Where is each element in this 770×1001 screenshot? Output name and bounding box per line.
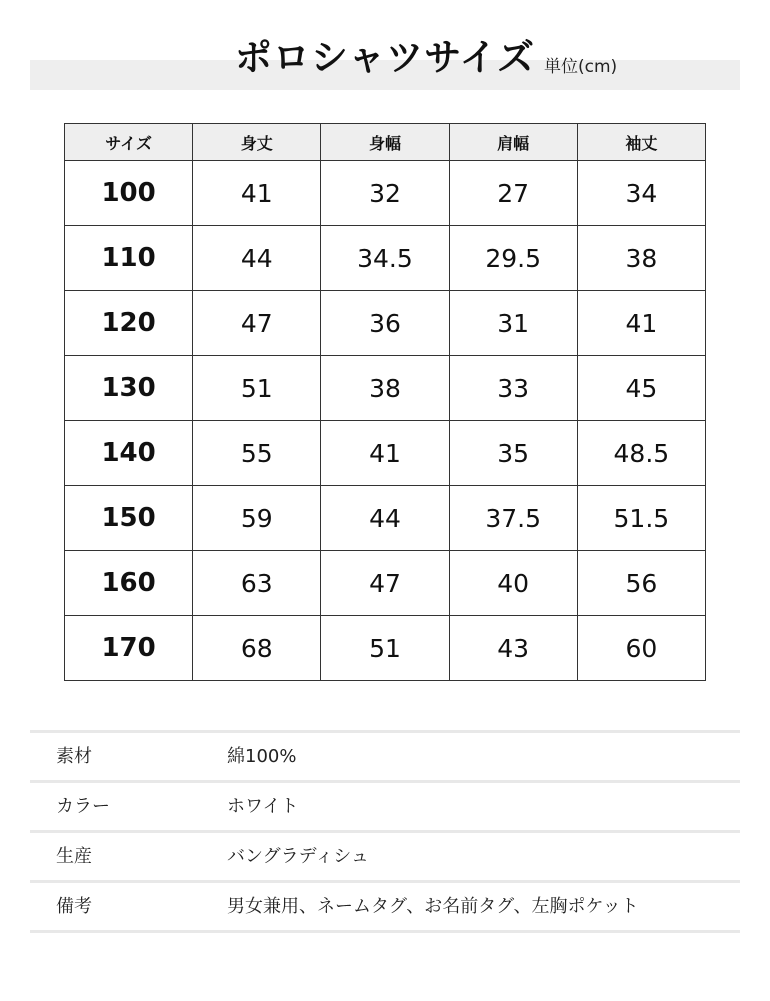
spec-label: 素材 xyxy=(56,746,92,767)
size-cell: 170 xyxy=(65,616,193,681)
size-cell: 160 xyxy=(65,551,193,616)
spec-value: ホワイト xyxy=(227,796,299,817)
sleeve-cell: 38 xyxy=(577,226,705,291)
shoulder-cell: 29.5 xyxy=(449,226,577,291)
width-cell: 47 xyxy=(321,551,449,616)
shoulder-cell: 31 xyxy=(449,291,577,356)
spec-value: バングラディシュ xyxy=(227,846,369,867)
spec-row-notes xyxy=(30,883,740,933)
size-cell: 110 xyxy=(65,226,193,291)
width-cell: 38 xyxy=(321,356,449,421)
header-size: サイズ xyxy=(65,124,193,161)
sleeve-cell: 34 xyxy=(577,161,705,226)
shoulder-cell: 40 xyxy=(449,551,577,616)
unit-label: 単位(cm) xyxy=(544,57,618,77)
table-row xyxy=(65,421,706,486)
shoulder-cell: 27 xyxy=(449,161,577,226)
length-cell: 44 xyxy=(193,226,321,291)
sleeve-cell: 48.5 xyxy=(577,421,705,486)
sleeve-cell: 51.5 xyxy=(577,486,705,551)
size-cell: 120 xyxy=(65,291,193,356)
spec-label: カラー xyxy=(56,796,110,817)
page-title: ポロシャツサイズ xyxy=(234,36,536,79)
length-cell: 41 xyxy=(193,161,321,226)
sleeve-cell: 60 xyxy=(577,616,705,681)
header-sleeve: 袖丈 xyxy=(577,124,705,161)
length-cell: 59 xyxy=(193,486,321,551)
sleeve-cell: 56 xyxy=(577,551,705,616)
size-cell: 140 xyxy=(65,421,193,486)
table-row xyxy=(65,551,706,616)
size-table xyxy=(64,123,706,681)
shoulder-cell: 43 xyxy=(449,616,577,681)
width-cell: 34.5 xyxy=(321,226,449,291)
table-row xyxy=(65,616,706,681)
spec-list xyxy=(30,730,740,933)
spec-label: 備考 xyxy=(56,896,92,917)
width-cell: 41 xyxy=(321,421,449,486)
header-shoulder: 肩幅 xyxy=(449,124,577,161)
spec-row-material xyxy=(30,733,740,783)
width-cell: 51 xyxy=(321,616,449,681)
table-row xyxy=(65,161,706,226)
size-cell: 150 xyxy=(65,486,193,551)
sleeve-cell: 45 xyxy=(577,356,705,421)
width-cell: 44 xyxy=(321,486,449,551)
table-row xyxy=(65,356,706,421)
length-cell: 47 xyxy=(193,291,321,356)
size-cell: 100 xyxy=(65,161,193,226)
size-cell: 130 xyxy=(65,356,193,421)
table-header-row xyxy=(65,124,706,161)
length-cell: 63 xyxy=(193,551,321,616)
spec-label: 生産 xyxy=(56,846,92,867)
width-cell: 36 xyxy=(321,291,449,356)
table-row xyxy=(65,226,706,291)
shoulder-cell: 35 xyxy=(449,421,577,486)
shoulder-cell: 33 xyxy=(449,356,577,421)
header-length: 身丈 xyxy=(193,124,321,161)
table-row xyxy=(65,486,706,551)
length-cell: 55 xyxy=(193,421,321,486)
spec-value: 綿100% xyxy=(227,746,297,767)
spec-row-origin xyxy=(30,833,740,883)
length-cell: 68 xyxy=(193,616,321,681)
table-row xyxy=(65,291,706,356)
spec-value: 男女兼用、ネームタグ、お名前タグ、左胸ポケット xyxy=(227,896,639,917)
header-width: 身幅 xyxy=(321,124,449,161)
sleeve-cell: 41 xyxy=(577,291,705,356)
spec-row-color xyxy=(30,783,740,833)
length-cell: 51 xyxy=(193,356,321,421)
shoulder-cell: 37.5 xyxy=(449,486,577,551)
width-cell: 32 xyxy=(321,161,449,226)
